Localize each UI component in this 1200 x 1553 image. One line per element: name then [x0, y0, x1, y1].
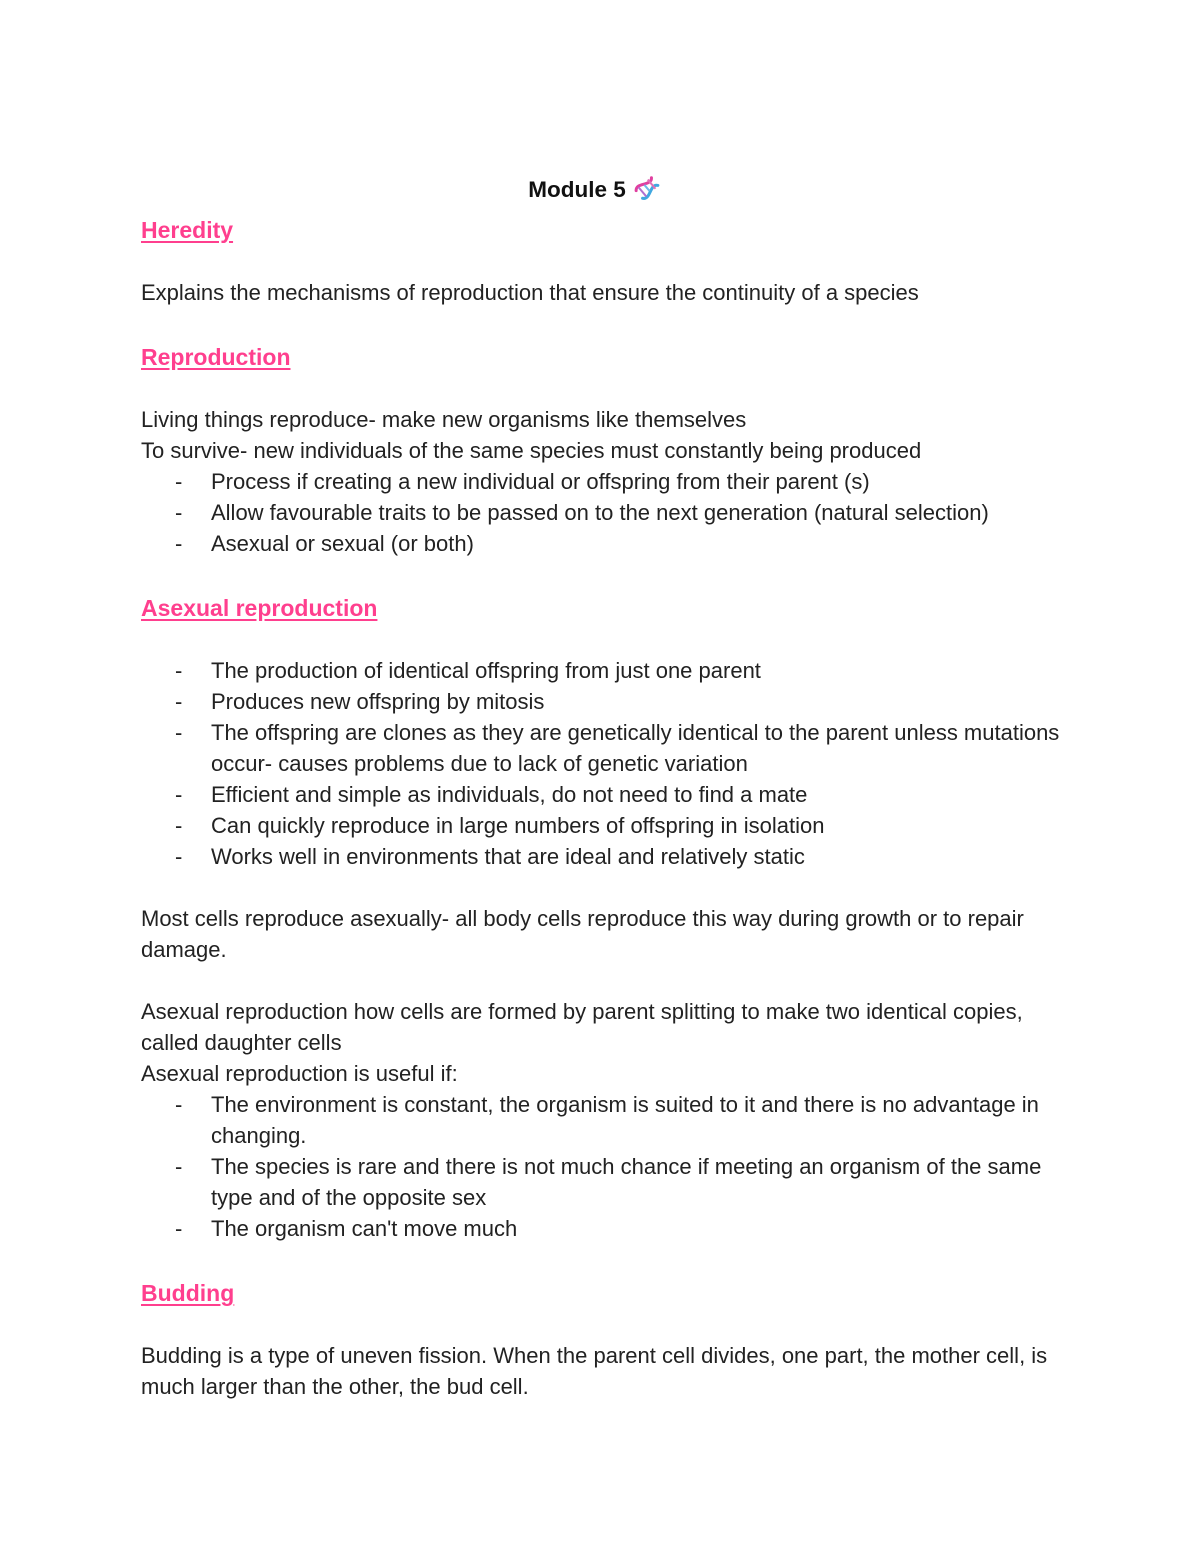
list-item [141, 1151, 1061, 1213]
list-item-text: Can quickly reproduce in large numbers of offspring in isolation [211, 813, 825, 838]
list-item [141, 1213, 1061, 1244]
list-item-text: The offspring are clones as they are genetically identical to the parent unless mutations occur- causes problems due to lack of genetic variation [211, 720, 1060, 776]
list-item [141, 810, 1061, 841]
asexual-para-2: Asexual reproduction how cells are formed by parent splitting to make two identical copies, called daughter cells [141, 999, 1023, 1055]
list-item-text: Asexual or sexual (or both) [211, 531, 474, 556]
dna-icon [632, 173, 662, 214]
bullet-dash: - [175, 813, 183, 838]
list-item [141, 497, 1061, 528]
bullet-dash: - [175, 1154, 183, 1179]
list-item-text: The organism can't move much [211, 1216, 518, 1241]
list-item-text: The production of identical offspring from just one parent [211, 658, 761, 683]
bullet-dash: - [175, 531, 183, 556]
list-item-text: The species is rare and there is not much chance if meeting an organism of the same type and of the opposite sex [211, 1154, 1042, 1210]
bullet-dash: - [175, 469, 183, 494]
document-page [141, 172, 1061, 1402]
list-item-text: Works well in environments that are ideal and relatively static [211, 844, 805, 869]
list-item [141, 779, 1061, 810]
heading-asexual-reproduction: Asexual reproduction [141, 595, 378, 621]
bullet-dash: - [175, 844, 183, 869]
list-item [141, 655, 1061, 686]
reproduction-list [141, 466, 1061, 559]
bullet-dash: - [175, 1216, 183, 1241]
bullet-dash: - [175, 1092, 183, 1117]
list-item-text: The environment is constant, the organism is suited to it and there is no advantage in changing. [211, 1092, 1039, 1148]
heredity-text: Explains the mechanisms of reproduction that ensure the continuity of a species [141, 280, 919, 305]
asexual-useful-list [141, 1089, 1061, 1244]
list-item [141, 1089, 1061, 1151]
heading-heredity: Heredity [141, 217, 234, 243]
budding-text: Budding is a type of uneven fission. When the parent cell divides, one part, the mother cell, is much larger than the other, the bud cell. [141, 1343, 1048, 1399]
document-title-row [129, 172, 1061, 214]
document-title: Module 5 [528, 177, 626, 202]
list-item-text: Allow favourable traits to be passed on to the next generation (natural selection) [211, 500, 989, 525]
reproduction-line-1: Living things reproduce- make new organisms like themselves [141, 407, 747, 432]
bullet-dash: - [175, 720, 183, 745]
bullet-dash: - [175, 689, 183, 714]
list-item-text: Efficient and simple as individuals, do not need to find a mate [211, 782, 808, 807]
list-item [141, 717, 1061, 779]
list-item-text: Process if creating a new individual or offspring from their parent (s) [211, 469, 870, 494]
list-item [141, 466, 1061, 497]
reproduction-line-2: To survive- new individuals of the same species must constantly being produced [141, 438, 922, 463]
asexual-list [141, 655, 1061, 872]
asexual-para-1: Most cells reproduce asexually- all body cells reproduce this way during growth or to repair damage. [141, 906, 1024, 962]
heading-reproduction: Reproduction [141, 344, 291, 370]
heading-budding: Budding [141, 1280, 235, 1306]
bullet-dash: - [175, 782, 183, 807]
list-item-text: Produces new offspring by mitosis [211, 689, 545, 714]
list-item [141, 528, 1061, 559]
bullet-dash: - [175, 658, 183, 683]
bullet-dash: - [175, 500, 183, 525]
asexual-para-3: Asexual reproduction is useful if: [141, 1061, 458, 1086]
list-item [141, 686, 1061, 717]
list-item [141, 841, 1061, 872]
